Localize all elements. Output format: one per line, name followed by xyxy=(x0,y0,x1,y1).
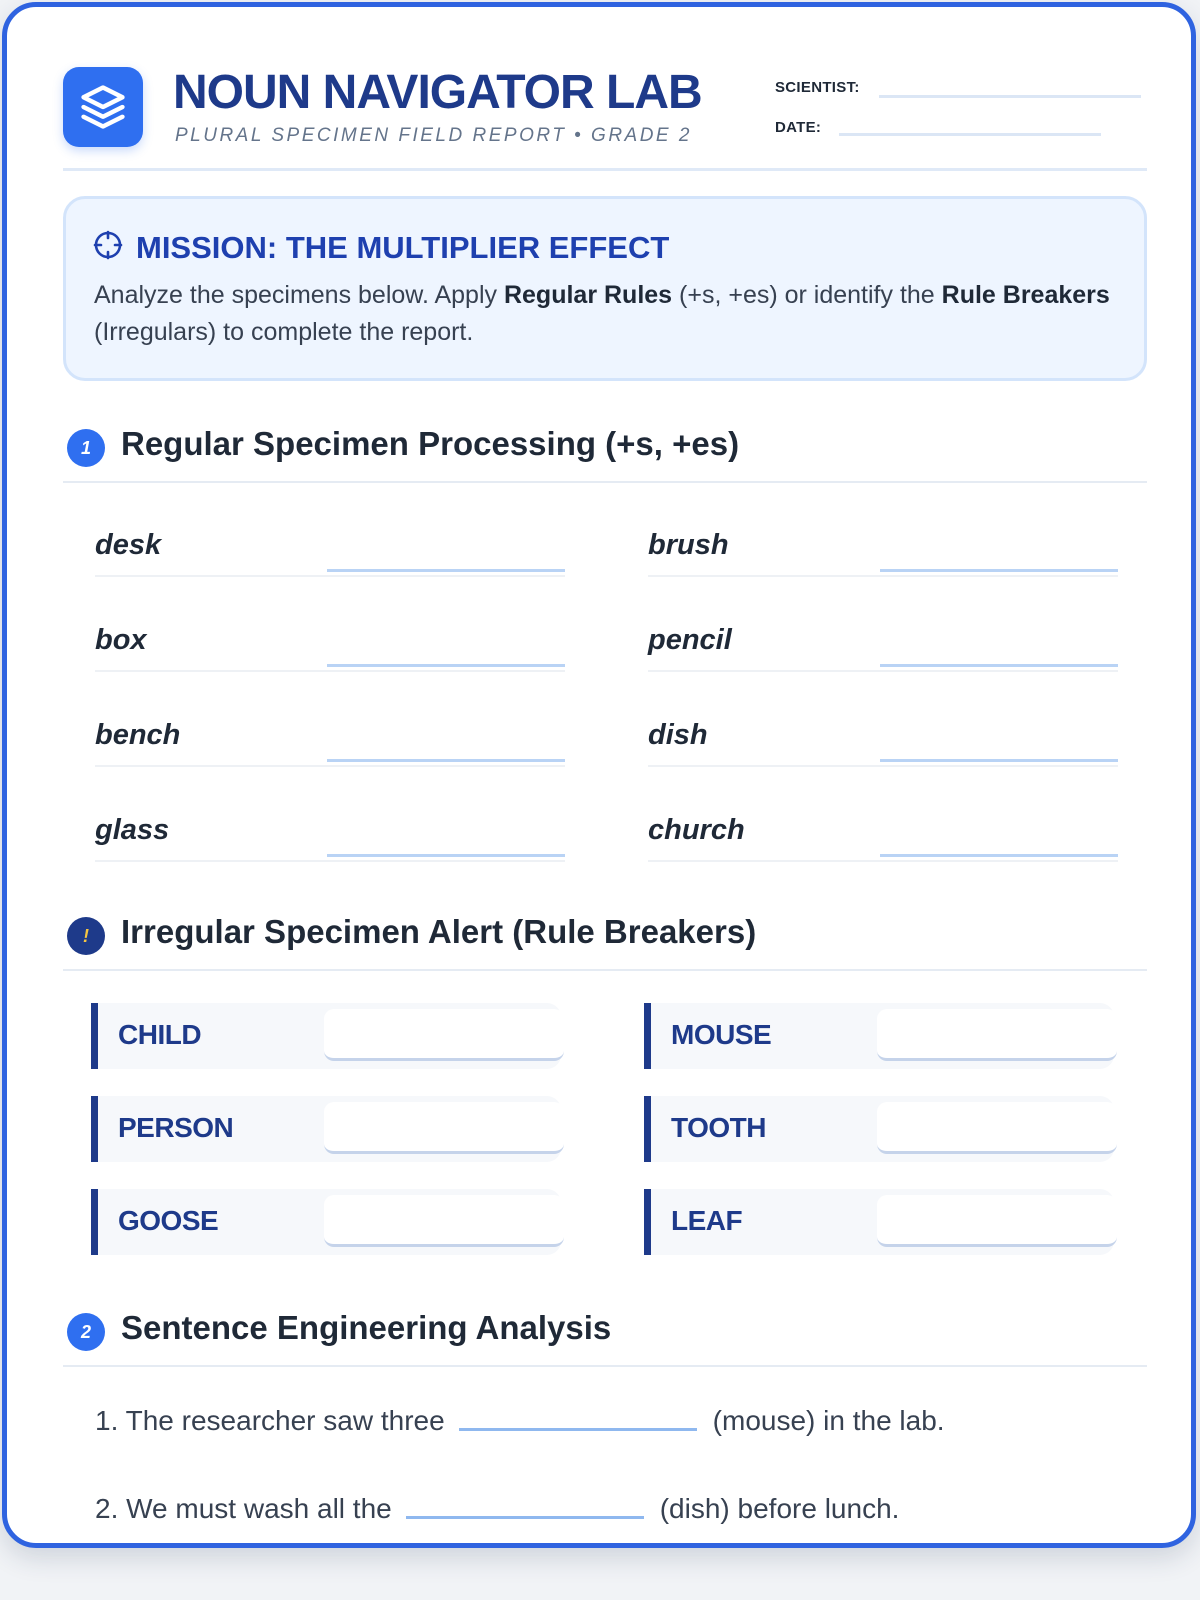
irregular-word: MOUSE xyxy=(671,1019,772,1050)
sentence-blank[interactable] xyxy=(459,1428,697,1431)
irregular-card xyxy=(644,1003,1114,1069)
sentence-end: (dish) before lunch. xyxy=(659,1493,900,1524)
irregular-card xyxy=(91,1189,561,1255)
irregular-word: TOOTH xyxy=(671,1112,766,1143)
answer-line[interactable] xyxy=(880,569,1118,572)
sentence-end: (mouse) in the lab. xyxy=(712,1405,945,1436)
mission-box xyxy=(63,196,1147,381)
answer-line[interactable] xyxy=(327,759,565,762)
irregular-card xyxy=(91,1003,561,1069)
answer-box[interactable] xyxy=(324,1102,564,1154)
specimen-word: desk xyxy=(95,529,162,561)
list-item xyxy=(648,705,1118,767)
list-item xyxy=(95,610,565,672)
irregular-card xyxy=(91,1096,561,1162)
worksheet-header xyxy=(63,61,1147,171)
list-item xyxy=(648,800,1118,862)
crosshair-icon xyxy=(92,229,124,266)
answer-line[interactable] xyxy=(327,569,565,572)
list-item xyxy=(95,800,565,862)
mission-title: MISSION: THE MULTIPLIER EFFECT xyxy=(136,229,670,265)
section-title: Irregular Specimen Alert (Rule Breakers) xyxy=(121,913,757,950)
sentence-start: 2. We must wash all the xyxy=(95,1493,392,1524)
scientist-label: SCIENTIST: xyxy=(775,79,860,96)
irregular-word: GOOSE xyxy=(118,1205,219,1236)
section-regular-header xyxy=(63,425,1147,483)
page-title: NOUN NAVIGATOR LAB xyxy=(173,66,702,119)
answer-box[interactable] xyxy=(877,1195,1117,1247)
specimen-word: bench xyxy=(95,719,181,751)
answer-line[interactable] xyxy=(327,854,565,857)
answer-line[interactable] xyxy=(880,664,1118,667)
list-item xyxy=(95,515,565,577)
sentence-start: 1. The researcher saw three xyxy=(95,1405,445,1436)
irregular-card xyxy=(644,1189,1114,1255)
mission-instructions: Analyze the specimens below. Apply Regular Rules (+s, +es) or identify the Rule Breakers (Irregulars) to complete the report. xyxy=(94,281,1110,346)
worksheet-page xyxy=(2,2,1196,1548)
layers-icon xyxy=(63,67,143,147)
specimen-word: church xyxy=(648,814,745,846)
irregular-card xyxy=(644,1096,1114,1162)
section-number-badge: 2 xyxy=(67,1313,105,1351)
irregular-word: PERSON xyxy=(118,1112,234,1143)
answer-box[interactable] xyxy=(324,1009,564,1061)
irregular-word: LEAF xyxy=(671,1205,743,1236)
alert-badge: ! xyxy=(67,917,105,955)
specimen-word: pencil xyxy=(648,624,732,656)
page-subtitle: PLURAL SPECIMEN FIELD REPORT • GRADE 2 xyxy=(175,125,692,146)
date-input-line[interactable] xyxy=(839,133,1101,136)
specimen-word: dish xyxy=(648,719,708,751)
section-title: Regular Specimen Processing (+s, +es) xyxy=(121,425,740,462)
answer-box[interactable] xyxy=(877,1009,1117,1061)
answer-box[interactable] xyxy=(877,1102,1117,1154)
specimen-word: glass xyxy=(95,814,170,846)
sentence-item xyxy=(95,1405,945,1437)
answer-box[interactable] xyxy=(324,1195,564,1247)
list-item xyxy=(648,610,1118,672)
section-number-badge: 1 xyxy=(67,429,105,467)
list-item xyxy=(648,515,1118,577)
section-title: Sentence Engineering Analysis xyxy=(121,1309,612,1346)
answer-line[interactable] xyxy=(880,854,1118,857)
section-sentence-header xyxy=(63,1309,1147,1367)
scientist-input-line[interactable] xyxy=(879,95,1141,98)
answer-line[interactable] xyxy=(327,664,565,667)
section-irregular-header xyxy=(63,913,1147,971)
sentence-blank[interactable] xyxy=(406,1516,644,1519)
answer-line[interactable] xyxy=(880,759,1118,762)
specimen-word: brush xyxy=(648,529,729,561)
specimen-word: box xyxy=(95,624,147,656)
mission-heading xyxy=(92,229,669,266)
irregular-word: CHILD xyxy=(118,1019,202,1050)
date-label: DATE: xyxy=(775,119,822,136)
list-item xyxy=(95,705,565,767)
sentence-item xyxy=(95,1493,899,1525)
